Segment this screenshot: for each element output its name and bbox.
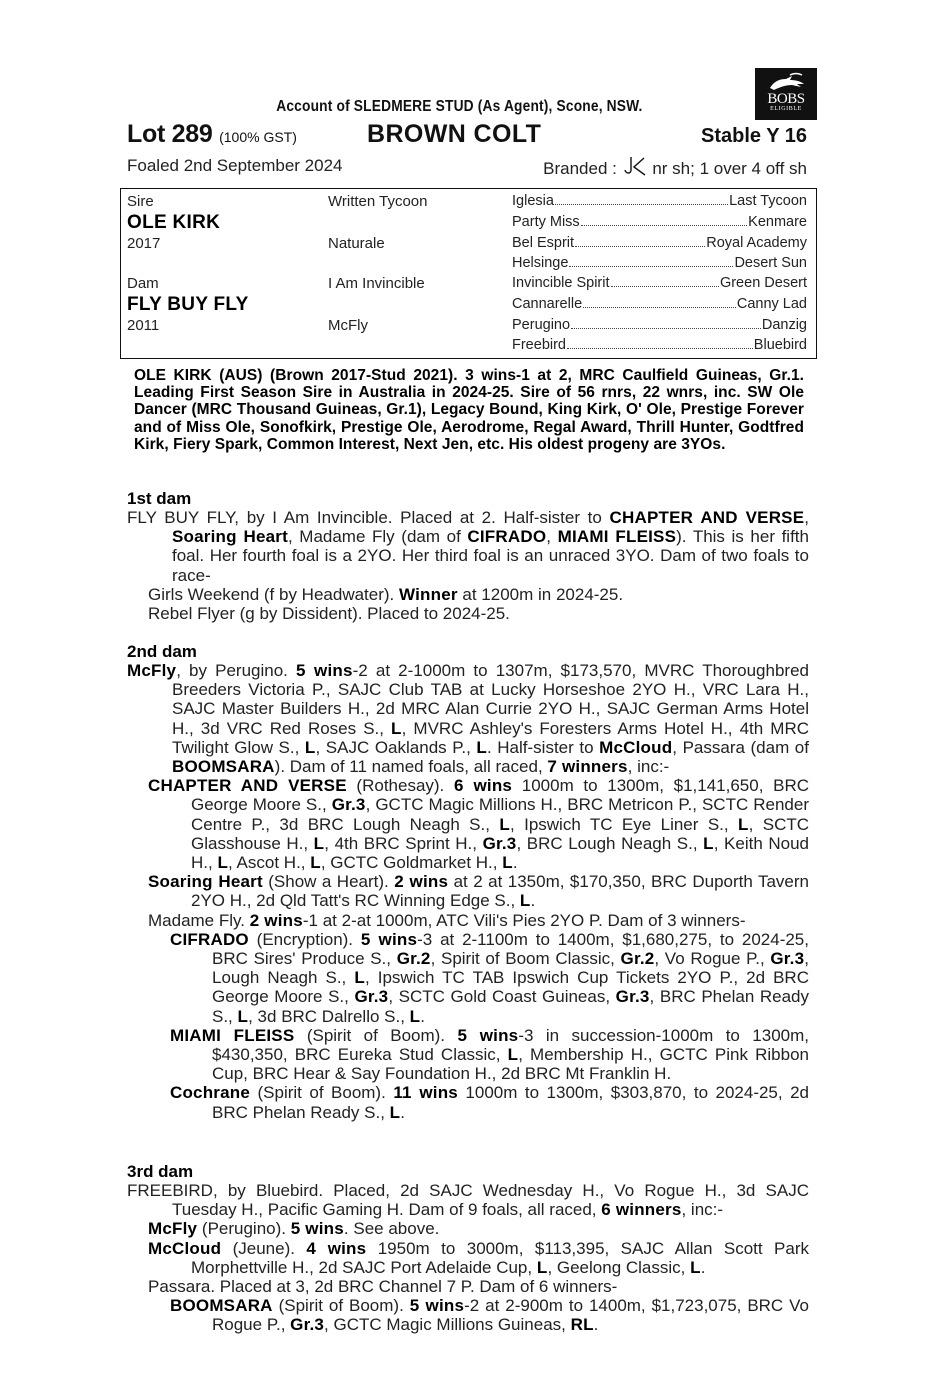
first-dam-entries	[127, 508, 809, 623]
gen3-row	[512, 275, 807, 291]
sire-year: 2017	[127, 235, 161, 252]
text: (Show a Heart).	[262, 872, 395, 892]
text: (Rothesay).	[346, 776, 454, 796]
text: , Ascot H.,	[228, 853, 311, 873]
section-heading: 1st dam	[127, 489, 192, 508]
logo-eligible-text: ELIGIBLE	[770, 106, 802, 112]
family-entry	[127, 1026, 809, 1084]
stable-location: Stable Y 16	[701, 125, 807, 147]
bold-text: Soaring Heart	[172, 527, 288, 547]
bold-text: L	[507, 1045, 519, 1065]
bold-text: Winner	[399, 584, 458, 604]
text: .	[530, 891, 536, 911]
gen3-row	[512, 193, 807, 209]
text: (Encryption).	[248, 929, 361, 949]
family-entry	[127, 776, 809, 872]
gen3-right: Royal Academy	[706, 235, 807, 251]
text: (Jeune).	[221, 1238, 307, 1258]
text: (Perugino).	[197, 1219, 291, 1239]
bold-text: Gr.2	[620, 949, 655, 969]
text: ,	[804, 508, 809, 527]
bold-text: L	[237, 1006, 249, 1026]
bold-text: Gr.3	[615, 987, 650, 1007]
lot-header	[127, 120, 809, 150]
dam-label: Dam	[127, 275, 159, 292]
text: 1000m to 1300m, $303,870, to 2024-25, 2d BRC Phelan Ready S.,	[212, 1083, 809, 1122]
gen3-left: Helsinge	[512, 255, 569, 271]
vendor-account-line: Account of SLEDMERE STUD (As Agent), Scone, NSW.	[276, 98, 643, 115]
family-entry	[127, 661, 809, 776]
bold-text: L	[304, 737, 316, 757]
bold-text: 6 winners	[601, 1200, 682, 1220]
text: -3 at 2-1100m to 1400m, $1,680,275, to 2024-25, BRC Sires' Produce S.,	[212, 929, 809, 969]
text: FLY BUY FLY, by I Am Invincible. Placed at 2. Half-sister to	[127, 508, 610, 527]
bold-text: Soaring Heart	[148, 872, 263, 892]
text: , Ipswich TC TAB Ipswich Cup Tickets 2YO P., 2d BRC George Moore S.,	[212, 968, 809, 1007]
bold-text: Gr.2	[396, 949, 431, 969]
leader-dots	[581, 214, 747, 226]
bold-text: L	[738, 814, 749, 834]
sire-sire: Written Tycoon	[328, 193, 428, 210]
leader-dots	[555, 193, 728, 205]
dam-dam: McFly	[328, 317, 368, 334]
text: , 3d BRC Dalrello S.,	[248, 1006, 410, 1026]
third-dam-section	[127, 1162, 809, 1335]
bold-text: Cochrane	[170, 1083, 251, 1103]
bold-text: 2 wins	[394, 872, 449, 892]
text: .	[512, 853, 518, 873]
section-heading: 3rd dam	[127, 1162, 194, 1181]
gen3-right: Kenmare	[748, 214, 807, 230]
text: , by Perugino.	[176, 661, 297, 680]
gen3-left: Freebird	[512, 337, 566, 353]
text: , GCTC Magic Millions Guineas,	[324, 1315, 571, 1335]
bold-text: 11 wins	[393, 1083, 458, 1103]
brand-mark-icon	[624, 156, 646, 176]
bold-text: 7 winners	[547, 757, 628, 777]
family-entry	[127, 1219, 809, 1238]
text: , SCTC Glasshouse H.,	[191, 814, 810, 853]
leader-dots	[567, 337, 753, 349]
bold-text: L	[313, 833, 325, 853]
bold-text: L	[690, 1257, 701, 1277]
bold-text: L	[476, 737, 487, 757]
family-entry	[127, 1181, 809, 1219]
sire-dam: Naturale	[328, 235, 385, 252]
bold-text: 5 wins	[457, 1025, 519, 1045]
text: , Keith Noud H.,	[191, 833, 810, 873]
gen3-row	[512, 255, 807, 271]
text: ,	[546, 527, 558, 547]
family-entry	[127, 1239, 809, 1277]
bold-text: L	[354, 968, 365, 988]
gen3-right: Canny Lad	[736, 296, 807, 312]
gen3-right: Desert Sun	[734, 255, 807, 271]
gen3-right: Bluebird	[753, 337, 807, 353]
text: , inc:-	[627, 757, 670, 777]
bold-text: CIFRADO	[467, 527, 547, 547]
family-entry	[127, 930, 809, 1026]
lot-label: Lot 289	[127, 120, 213, 148]
sire-summary: OLE KIRK (AUS) (Brown 2017-Stud 2021). 3 wins-1 at 2, MRC Caulfield Guineas, Gr.1. Leading First Season Sire in Australia in 2024-25. Sire of 56 rnrs, 22 wnrs, inc. SW Ole Dancer (MRC Thousand Guineas, Gr.1), Legacy Bound, King Kirk, O' Ole, Prestige Forever and of Miss Ole, Sonofkirk, Prestige Ole, Aerodrome, Regal Award, Thrill Hunter, Godtfred Kirk, Fiery Spark, Common Interest, Next Jen, etc. His oldest progeny are 3YOs.	[134, 367, 804, 453]
text: , SAJC Oaklands P.,	[315, 737, 477, 757]
section-heading: 2nd dam	[127, 642, 197, 661]
bold-text: 2 wins	[249, 910, 303, 930]
family-entry	[127, 911, 809, 930]
text: , Ipswich TC Eye Liner S.,	[509, 814, 739, 834]
leader-dots	[571, 317, 761, 329]
text: -2 at 2-1000m to 1307m, $173,570, MVRC Thoroughbred Breeders Victoria P., SAJC Club TAB at Lucky Horseshoe 2YO H., VRC Lara H., SAJC Master Builders H., 2d MRC Alan Currie 2YO H., SAJC German Arms Hotel H., 3d VRC Red Roses S.,	[172, 661, 809, 738]
text: .	[400, 1102, 405, 1122]
bold-text: McCloud	[148, 1238, 222, 1258]
bold-text: CHAPTER AND VERSE	[609, 508, 805, 527]
sex-colour: BROWN COLT	[367, 120, 542, 148]
text: at 2 at 1350m, $170,350, BRC Duporth Tavern 2YO H., 2d Qld Tatt's RC Winning Edge S.,	[191, 872, 809, 911]
gen3-left: Perugino	[512, 317, 571, 333]
gen3-left: Invincible Spirit	[512, 275, 610, 291]
text: Girls Weekend (f by Headwater).	[148, 584, 399, 604]
bold-text: 4 wins	[306, 1238, 367, 1258]
text: at 1200m in 2024-25.	[457, 584, 624, 604]
text: , 4th BRC Sprint H.,	[324, 833, 483, 853]
bold-text: L	[536, 1257, 548, 1277]
text: , BRC Lough Neagh S.,	[516, 833, 704, 853]
bold-text: McFly	[127, 661, 177, 680]
gen3-left: Party Miss	[512, 214, 580, 230]
text: ). This is her fifth foal. Her fourth foal is a 2YO. Her third foal is an unraced 3YO. Dam of two foals to race-	[172, 527, 809, 585]
text: (Spirit of Boom).	[250, 1083, 394, 1103]
dam-name: FLY BUY FLY	[127, 294, 249, 315]
text: , Spirit of Boom Classic,	[430, 949, 621, 969]
bold-text: 6 wins	[453, 776, 513, 796]
bold-text: Gr.3	[354, 987, 389, 1007]
family-entry	[127, 1277, 809, 1296]
text: -2 at 2-900m to 1400m, $1,723,075, BRC Vo Rogue P.,	[212, 1296, 809, 1335]
lot-number	[127, 120, 297, 149]
gen3-row	[512, 296, 807, 312]
text: , Madame Fly (dam of	[287, 527, 468, 547]
gen3-left: Cannarelle	[512, 296, 583, 312]
gen3-row	[512, 337, 807, 353]
text: 1950m to 3000m, $113,395, SAJC Allan Scott Park Morphettville H., 2d SAJC Port Adelaide Cup,	[191, 1238, 809, 1277]
dam-year: 2011	[127, 317, 160, 334]
bold-text: 5 wins	[296, 661, 353, 680]
branded-label: Branded :	[543, 159, 617, 178]
text: , inc:-	[681, 1200, 724, 1220]
bold-text: McFly	[148, 1219, 198, 1239]
gst-note: (100% GST)	[219, 129, 297, 145]
leader-dots	[575, 235, 705, 247]
text: Rebel Flyer (g by Dissident). Placed to 2024-25.	[148, 604, 510, 624]
brand-detail: nr sh; 1 over 4 off sh	[652, 159, 807, 178]
bold-text: 5 wins	[409, 1296, 465, 1316]
family-entry	[127, 1083, 809, 1121]
leader-dots	[583, 296, 736, 308]
dam-sire: I Am Invincible	[328, 275, 425, 292]
sire-label: Sire	[127, 193, 154, 210]
text: (Spirit of Boom).	[272, 1296, 410, 1316]
text: , MVRC Ashley's Foresters Arms Hotel H., 4th MRC Twilight Glow S.,	[172, 718, 809, 757]
bold-text: L	[499, 814, 510, 834]
bold-text: Gr.3	[331, 795, 366, 815]
bold-text: 5 wins	[360, 929, 418, 949]
text: -3 in succession-1000m to 1300m, $430,350, BRC Eureka Stud Classic,	[212, 1025, 810, 1065]
bold-text: Gr.3	[290, 1315, 325, 1335]
brand-description	[543, 156, 807, 179]
bold-text: CHAPTER AND VERSE	[148, 776, 347, 796]
text: Madame Fly.	[148, 910, 250, 930]
text: FREEBIRD, by Bluebird. Placed, 2d SAJC Wednesday H., Vo Rogue H., 3d SAJC Tuesday H., Pacific Gaming H. Dam of 9 foals, all raced,	[127, 1181, 809, 1220]
text: , Vo Rogue P.,	[654, 949, 771, 969]
logo-bobs-text: BOBS	[767, 91, 805, 107]
gen3-row	[512, 235, 807, 251]
bold-text: L	[519, 891, 531, 911]
bold-text: L	[217, 853, 229, 873]
bold-text: MIAMI FLEISS	[170, 1025, 295, 1045]
leader-dots	[611, 275, 719, 287]
family-entry	[127, 604, 809, 623]
bold-text: L	[703, 833, 714, 853]
bold-text: MIAMI FLEISS	[557, 527, 677, 547]
text: .	[420, 1006, 425, 1026]
leader-dots	[569, 255, 733, 267]
bold-text: Gr.3	[770, 949, 805, 969]
text: Passara. Placed at 3, 2d BRC Channel 7 P. Dam of 6 winners-	[148, 1277, 618, 1297]
family-entry	[127, 585, 809, 604]
sire-name: OLE KIRK	[127, 212, 221, 233]
bobs-eligible-logo	[755, 68, 817, 120]
bold-text: L	[389, 1102, 401, 1122]
text: .	[593, 1315, 599, 1335]
gen3-row	[512, 317, 807, 333]
third-dam-entries	[127, 1181, 809, 1335]
text: (Spirit of Boom).	[294, 1025, 458, 1045]
gen3-right: Last Tycoon	[729, 193, 807, 209]
bold-text: CIFRADO	[170, 929, 249, 949]
text: -1 at 2-at 1000m, ATC Vili's Pies 2YO P. Dam of 3 winners-	[302, 910, 746, 930]
bold-text: L	[391, 718, 402, 738]
bold-text: L	[409, 1006, 421, 1026]
text: , Passara (dam of	[672, 737, 809, 757]
text: , BRC Phelan Ready S.,	[212, 987, 810, 1026]
pedigree-table	[120, 188, 817, 359]
text: , GCTC Goldmarket H.,	[320, 853, 503, 873]
bold-text: RL	[570, 1315, 594, 1335]
bold-text: L	[502, 853, 513, 873]
gen3-right: Danzig	[761, 317, 807, 333]
gen3-left: Bel Esprit	[512, 235, 575, 251]
bold-text: BOOMSARA	[170, 1296, 273, 1316]
foaled-branded-line	[127, 156, 809, 178]
bold-text: Gr.3	[482, 833, 517, 853]
text: , Lough Neagh S.,	[212, 949, 809, 988]
text: ). Dam of 11 named foals, all raced,	[274, 757, 548, 777]
text: .	[700, 1257, 706, 1277]
family-entry	[127, 508, 809, 585]
family-entry	[127, 1296, 809, 1334]
gen3-right: Green Desert	[719, 275, 807, 291]
text: . See above.	[343, 1219, 440, 1239]
text: , SCTC Gold Coast Guineas,	[388, 987, 616, 1007]
bold-text: BOOMSARA	[172, 757, 275, 777]
first-dam-section	[127, 489, 809, 623]
bold-text: McCloud	[599, 737, 673, 757]
horse-head-icon	[764, 72, 808, 92]
second-dam-section	[127, 642, 809, 1122]
foaled-date: Foaled 2nd September 2024	[127, 156, 343, 175]
second-dam-entries	[127, 661, 809, 1122]
text: , Membership H., GCTC Pink Ribbon Cup, BRC Hear & Say Foundation H., 2d BRC Mt Franklin H.	[212, 1045, 809, 1084]
text: , Geelong Classic,	[547, 1257, 691, 1277]
bold-text: 5 wins	[290, 1219, 344, 1239]
gen3-left: Iglesia	[512, 193, 554, 209]
text: . Half-sister to	[486, 737, 600, 757]
bold-text: L	[310, 853, 321, 873]
gen3-row	[512, 214, 807, 230]
text: , GCTC Magic Millions H., BRC Metricon P., SCTC Render Centre P., 3d BRC Lough Neagh S.,	[191, 795, 809, 834]
family-entry	[127, 872, 809, 910]
text: 1000m to 1300m, $1,141,650, BRC George Moore S.,	[191, 776, 810, 815]
